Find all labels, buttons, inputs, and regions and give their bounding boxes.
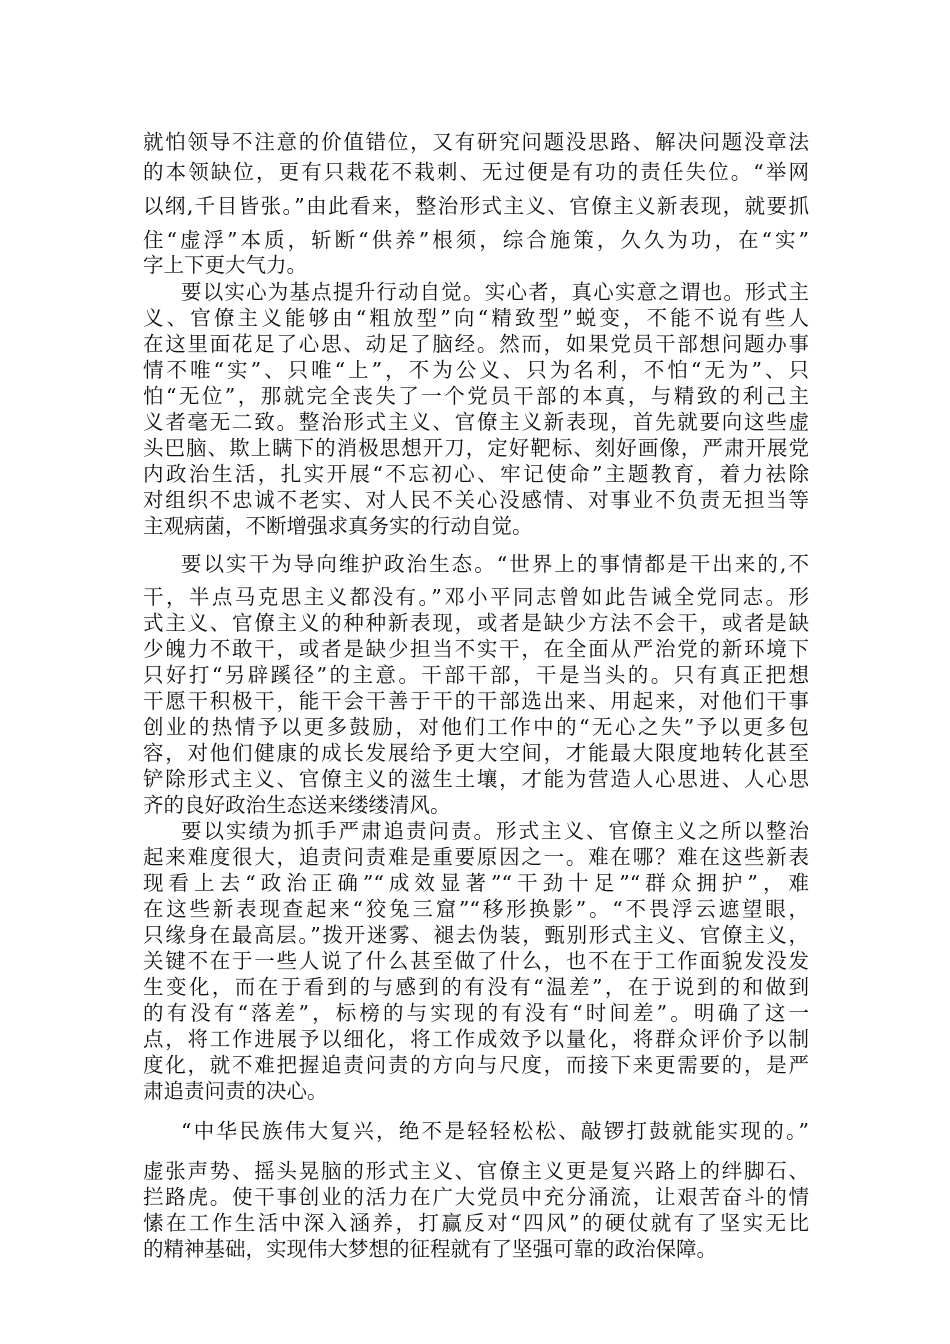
text-line: 怕“无位”，那就完全丧失了一个党员干部的本真，与精致的利己主 [143, 384, 809, 408]
text-line: 容，对他们健康的成长发展给予更大空间，才能最大限度地转化甚至 [143, 741, 809, 765]
text-line: 住“虚浮”本质，斩断“供养”根须，综合施策，久久为功，在“实” [143, 228, 809, 252]
text-line: 干，半点马克思主义都没有。”邓小平同志曾如此告诫全党同志。形 [143, 585, 809, 609]
paragraph-first-line: “中华民族伟大复兴，绝不是轻轻松松、敲锣打鼓就能实现的。” [181, 1119, 809, 1143]
text-line: 在这些新表现查起来“狡兔三窟”“移形换影”。“不畏浮云遮望眼， [143, 897, 809, 921]
text-line: 干愿干积极干，能干会干善于干的干部选出来、用起来，对他们干事 [143, 689, 809, 713]
text-line: 对组织不忠诚不老实、对人民不关心没感情、对事业不负责无担当等 [143, 488, 809, 512]
text-line: 只缘身在最高层。”拨开迷雾、褪去伪装，甄别形式主义、官僚主义， [143, 923, 809, 947]
text-line: 齐的良好政治生态送来缕缕清风。 [143, 793, 451, 817]
text-line: 肃追责问责的决心。 [143, 1079, 328, 1103]
text-line: 义者毫无二致。整治形式主义、官僚主义新表现，首先就要向这些虚 [143, 410, 809, 434]
text-line: 字上下更大气力。 [143, 253, 307, 277]
text-line: 度化，就不难把握追责问责的方向与尺度，而接下来更需要的，是严 [143, 1053, 809, 1077]
text-line: 内政治生活，扎实开展“不忘初心、牢记使命”主题教育，着力祛除 [143, 462, 809, 486]
text-line: 虚张声势、摇头晃脑的形式主义、官僚主义更是复兴路上的绊脚石、 [143, 1159, 809, 1183]
text-line: 以纲,千目皆张。”由此看来，整治形式主义、官僚主义新表现，就要抓 [143, 194, 809, 218]
paragraph-first-line: 要以实绩为抓手严肃追责问责。形式主义、官僚主义之所以整治 [181, 819, 809, 843]
text-line: 生变化，而在于看到的与感到的有没有“温差”，在于说到的和做到 [143, 975, 809, 999]
text-line: 少魄力不敢干，或者是缺少担当不实干，在全面从严治党的新环境下 [143, 637, 809, 661]
text-line: 现看上去“政治正确”“成效显著”“干劲十足”“群众拥护”，难 [143, 871, 809, 895]
text-line: 的精神基础，实现伟大梦想的征程就有了坚强可靠的政治保障。 [143, 1237, 717, 1261]
text-line: 只好打“另辟蹊径”的主意。干部干部，干是当头的。只有真正把想 [143, 663, 809, 687]
text-line: 起来难度很大，追责问责难是重要原因之一。难在哪？难在这些新表 [143, 845, 809, 869]
text-line: 的本领缺位，更有只栽花不栽刺、无过便是有功的责任失位。“举网 [143, 160, 809, 184]
paragraph-first-line: 要以实心为基点提升行动自觉。实心者，真心实意之谓也。形式主 [181, 280, 809, 304]
text-line: 创业的热情予以更多鼓励，对他们工作中的“无心之失”予以更多包 [143, 715, 809, 739]
text-line: 铲除形式主义、官僚主义的滋生土壤，才能为营造人心思进、人心思 [143, 767, 809, 791]
text-line: 主观病菌，不断增强求真务实的行动自觉。 [143, 514, 533, 538]
text-line: 义、官僚主义能够由“粗放型”向“精致型”蜕变，不能不说有些人 [143, 306, 809, 330]
text-line: 头巴脑、欺上瞒下的消极思想开刀，定好靶标、刻好画像，严肃开展党 [143, 436, 809, 460]
text-line: 情不唯“实”、只唯“上”，不为公义、只为名利，不怕“无为”、只 [143, 358, 809, 382]
text-line: 拦路虎。使干事创业的活力在广大党员中充分涌流，让艰苦奋斗的情 [143, 1185, 809, 1209]
text-line: 的有没有“落差”，标榜的与实现的有没有“时间差”。明确了这一 [143, 1001, 809, 1025]
text-line: 在这里面花足了心思、动足了脑经。然而，如果党员干部想问题办事 [143, 332, 809, 356]
text-line: 关键不在于一些人说了什么甚至做了什么，也不在于工作面貌发没发 [143, 949, 809, 973]
text-line: 愫在工作生活中深入涵养，打赢反对“四风”的硬仗就有了坚实无比 [143, 1211, 809, 1235]
text-line: 就怕领导不注意的价值错位，又有研究问题没思路、解决问题没章法 [143, 130, 809, 154]
text-line: 式主义、官僚主义的种种新表现，或者是缺少方法不会干，或者是缺 [143, 611, 809, 635]
text-line: 点，将工作进展予以细化，将工作成效予以量化，将群众评价予以制 [143, 1027, 809, 1051]
paragraph-first-line: 要以实干为导向维护政治生态。“世界上的事情都是干出来的,不 [181, 552, 809, 576]
